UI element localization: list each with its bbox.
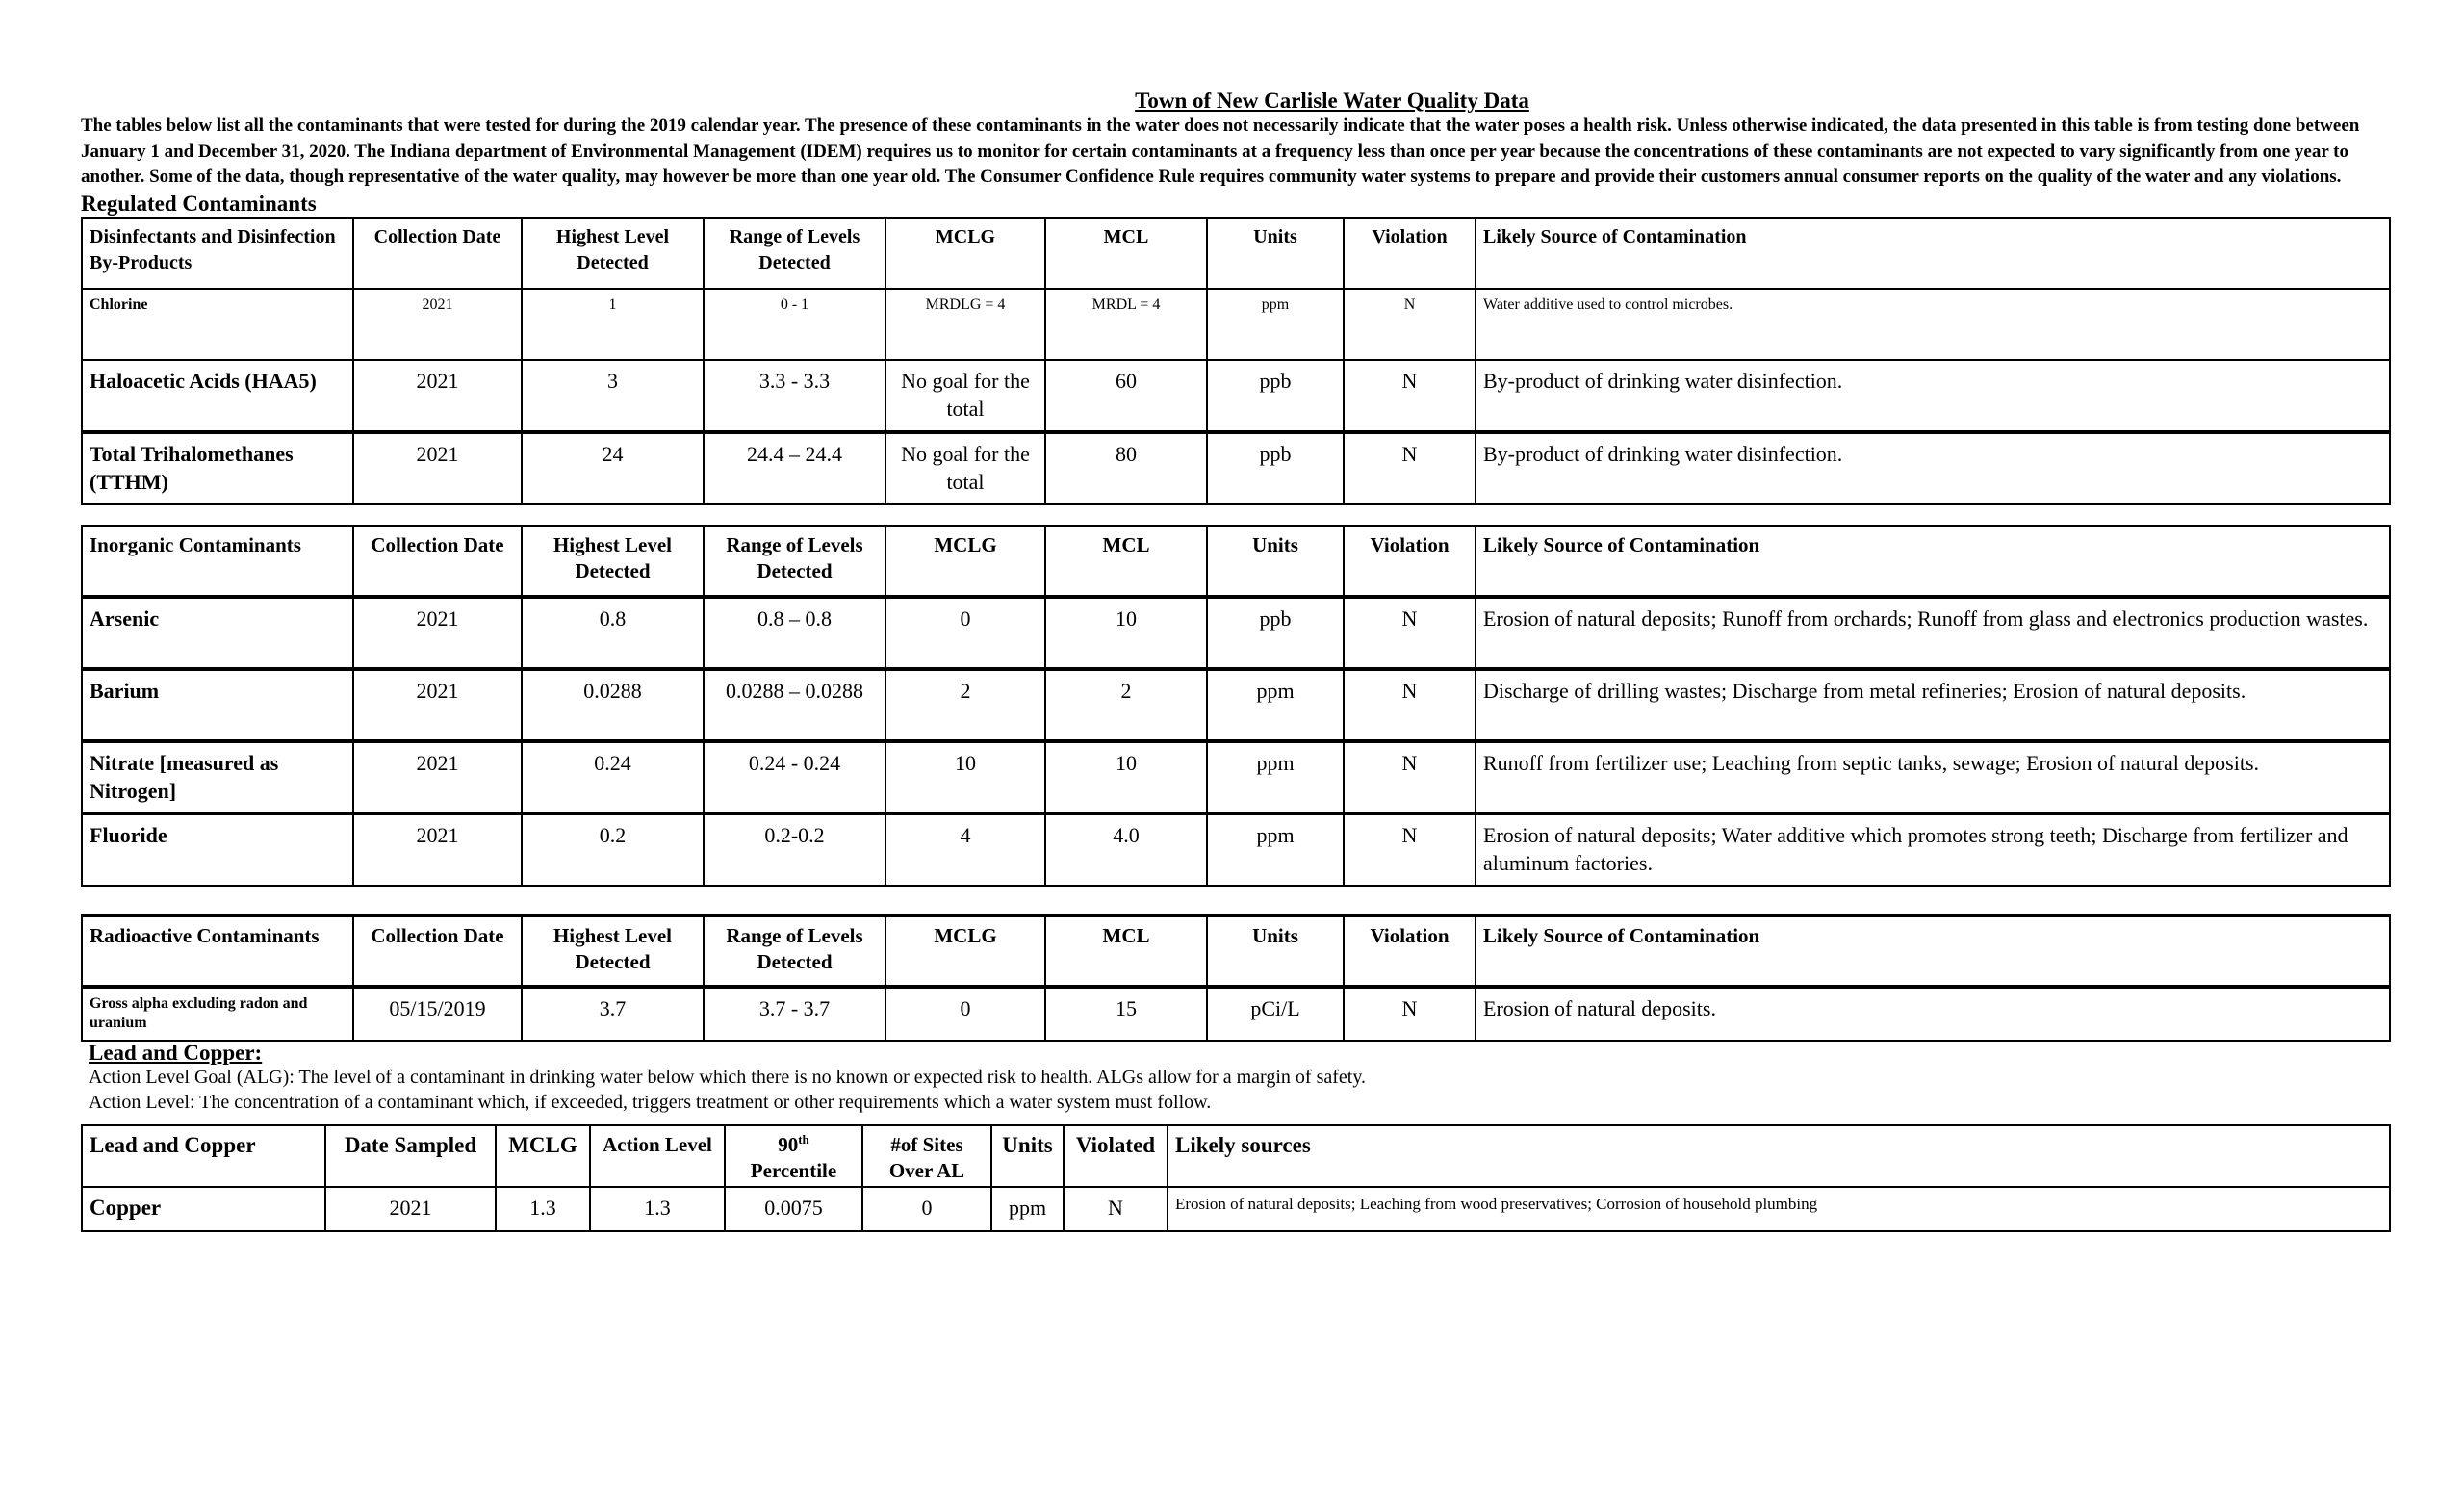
table-cell: Discharge of drilling wastes; Discharge from metal refineries; Erosion of natural deposits. [1476,669,2390,741]
table-cell: 0 [886,987,1045,1041]
table-row [82,987,2390,1041]
header-cell: Highest Level Detected [522,218,704,289]
table-cell: 0.8 [522,597,704,669]
table-cell: MRDLG = 4 [886,289,1045,360]
table-cell: N [1344,360,1476,432]
table-row [82,360,2390,432]
disinfectants-table [81,217,2391,505]
table-cell: Runoff from fertilizer use; Leaching from septic tanks, sewage; Erosion of natural deposits. [1476,741,2390,813]
table-cell: 10 [1045,741,1207,813]
table-cell: 3.7 [522,987,704,1041]
header-cell: MCL [1045,526,1207,597]
header-cell: Highest Level Detected [522,526,704,597]
header-cell: Highest Level Detected [522,916,704,987]
table-cell: No goal for the total [886,432,1045,504]
percentile-suffix: th [798,1131,809,1147]
table-header-row [82,1125,2390,1187]
table-cell: 2021 [353,432,522,504]
header-cell: Violation [1344,526,1476,597]
table-cell: N [1344,289,1476,360]
table-cell: N [1344,432,1476,504]
document-title: Town of New Carlisle Water Quality Data [1135,89,1529,113]
header-cell: Likely Source of Contamination [1476,916,2390,987]
contaminant-name: Barium [82,669,353,741]
header-cell: Violation [1344,218,1476,289]
table-row [82,669,2390,741]
header-cell: Radioactive Contaminants [82,916,353,987]
header-cell: Units [1207,218,1344,289]
table-cell: No goal for the total [886,360,1045,432]
table-cell: 4.0 [1045,813,1207,886]
table-cell: 0.0075 [725,1187,862,1231]
table-cell: 0.2-0.2 [704,813,886,886]
table-cell: Erosion of natural deposits. [1476,987,2390,1041]
table-cell: Water additive used to control microbes. [1476,289,2390,360]
table-cell: 2021 [353,597,522,669]
table-cell: 2021 [353,289,522,360]
table-row [82,432,2390,504]
header-cell: Units [1207,526,1344,597]
header-cell: Units [991,1125,1064,1187]
alg-definition: Action Level Goal (ALG): The level of a contaminant in drinking water below which there is no known or expected risk to health. ALGs allow for a margin of safety. [89,1066,1367,1088]
table-cell: 2021 [353,669,522,741]
contaminant-name: Arsenic [82,597,353,669]
table-cell: ppm [1207,289,1344,360]
table-cell: 3.3 - 3.3 [704,360,886,432]
table-row [82,597,2390,669]
inorganic-table [81,525,2391,887]
table-header-row [82,916,2390,987]
table-cell: 3.7 - 3.7 [704,987,886,1041]
table-cell: Erosion of natural deposits; Leaching from wood preservatives; Corrosion of household plumbing [1168,1187,2390,1231]
table-header-row [82,526,2390,597]
table-header-row [82,218,2390,289]
header-cell: Violation [1344,916,1476,987]
table-cell: 0.2 [522,813,704,886]
contaminant-name: Haloacetic Acids (HAA5) [82,360,353,432]
header-cell: Inorganic Contaminants [82,526,353,597]
table-cell: N [1344,813,1476,886]
table-cell: 0.0288 – 0.0288 [704,669,886,741]
table-cell: 2021 [353,813,522,886]
percentile-number: 90 [778,1132,799,1156]
header-cell: Action Level [590,1125,725,1187]
table-cell: 1 [522,289,704,360]
contaminant-name: Copper [82,1187,325,1231]
header-cell: #of Sites Over AL [862,1125,991,1187]
table-cell: 60 [1045,360,1207,432]
table-cell: 0.0288 [522,669,704,741]
table-cell: N [1344,741,1476,813]
table-row [82,1187,2390,1231]
header-cell: MCLG [886,916,1045,987]
al-definition: Action Level: The concentration of a contaminant which, if exceeded, triggers treatment or other requirements which a water system must follow. [89,1091,1212,1113]
header-cell: Likely Source of Contamination [1476,218,2390,289]
table-row [82,813,2390,886]
percentile-label: Percentile [750,1158,837,1182]
table-cell: ppb [1207,432,1344,504]
table-cell: 2021 [353,741,522,813]
table-cell: 0.24 - 0.24 [704,741,886,813]
table-cell: 0.24 [522,741,704,813]
page [81,89,2391,1232]
table-cell: ppm [1207,669,1344,741]
table-row [82,289,2390,360]
radioactive-table [81,914,2391,1042]
table-cell: pCi/L [1207,987,1344,1041]
table-cell: N [1344,669,1476,741]
table-cell: ppm [1207,741,1344,813]
header-cell: Collection Date [353,916,522,987]
header-cell: MCLG [886,526,1045,597]
header-cell: Range of Levels Detected [704,218,886,289]
header-cell: Range of Levels Detected [704,916,886,987]
header-cell: Likely Source of Contamination [1476,526,2390,597]
table-cell: MRDL = 4 [1045,289,1207,360]
table-row [82,741,2390,813]
contaminant-name: Chlorine [82,289,353,360]
table-cell: 0 [862,1187,991,1231]
table-cell: By-product of drinking water disinfection. [1476,432,2390,504]
header-cell: Range of Levels Detected [704,526,886,597]
table-cell: 2 [1045,669,1207,741]
header-cell: MCLG [886,218,1045,289]
header-cell: Collection Date [353,526,522,597]
table-cell: 24 [522,432,704,504]
header-cell: Likely sources [1168,1125,2390,1187]
table-cell: 80 [1045,432,1207,504]
table-cell: 0.8 – 0.8 [704,597,886,669]
contaminant-name: Fluoride [82,813,353,886]
table-cell: ppm [991,1187,1064,1231]
table-cell: 0 - 1 [704,289,886,360]
table-cell: 10 [886,741,1045,813]
header-cell: Date Sampled [325,1125,496,1187]
lead-copper-heading: Lead and Copper: [89,1040,263,1065]
table-cell: 2021 [325,1187,496,1231]
table-cell: N [1344,987,1476,1041]
table-cell: Erosion of natural deposits; Runoff from orchards; Runoff from glass and electronics production wastes. [1476,597,2390,669]
lead-copper-table [81,1124,2391,1232]
table-cell: 3 [522,360,704,432]
table-cell: 10 [1045,597,1207,669]
header-cell: MCL [1045,916,1207,987]
table-cell: 1.3 [590,1187,725,1231]
header-cell: Violated [1064,1125,1168,1187]
table-cell: ppb [1207,597,1344,669]
header-cell: Lead and Copper [82,1125,325,1187]
header-cell: MCL [1045,218,1207,289]
contaminant-name: Gross alpha excluding radon and uranium [82,987,353,1041]
header-cell: Units [1207,916,1344,987]
contaminant-name: Nitrate [measured as Nitrogen] [82,741,353,813]
table-cell: 0 [886,597,1045,669]
header-cell [725,1125,862,1187]
table-cell: 2 [886,669,1045,741]
intro-paragraph: The tables below list all the contaminants that were tested for during the 2019 calendar year. The presence of these contaminants in the water does not necessarily indicate that the water poses a health risk. Unless otherwise indicated, the data presented in this table is from testing done between January 1 and December 31, 2020. The Indiana department of Environmental Management (IDEM) requires us to monitor for certain contaminants at a frequency less than once per year because the concentrations of these contaminants are not expected to vary significantly from one year to another. Some of the data, though representative of the water quality, may however be more than one year old. The Consumer Confidence Rule requires community water systems to prepare and provide their customers annual consumer reports on the quality of the water and any violations. [81,116,2360,187]
table-cell: 4 [886,813,1045,886]
header-cell: MCLG [496,1125,590,1187]
table-cell: Erosion of natural deposits; Water additive which promotes strong teeth; Discharge from fertilizer and aluminum factories. [1476,813,2390,886]
table-cell: N [1344,597,1476,669]
header-cell: Collection Date [353,218,522,289]
table-cell: By-product of drinking water disinfection. [1476,360,2390,432]
table-cell: 1.3 [496,1187,590,1231]
table-cell: 15 [1045,987,1207,1041]
regulated-contaminants-heading: Regulated Contaminants [81,191,317,216]
contaminant-name: Total Trihalomethanes (TTHM) [82,432,353,504]
table-cell: ppb [1207,360,1344,432]
table-cell: ppm [1207,813,1344,886]
table-cell: 24.4 – 24.4 [704,432,886,504]
header-cell: Disinfectants and Disinfection By-Products [82,218,353,289]
table-cell: 05/15/2019 [353,987,522,1041]
table-cell: N [1064,1187,1168,1231]
table-cell: 2021 [353,360,522,432]
